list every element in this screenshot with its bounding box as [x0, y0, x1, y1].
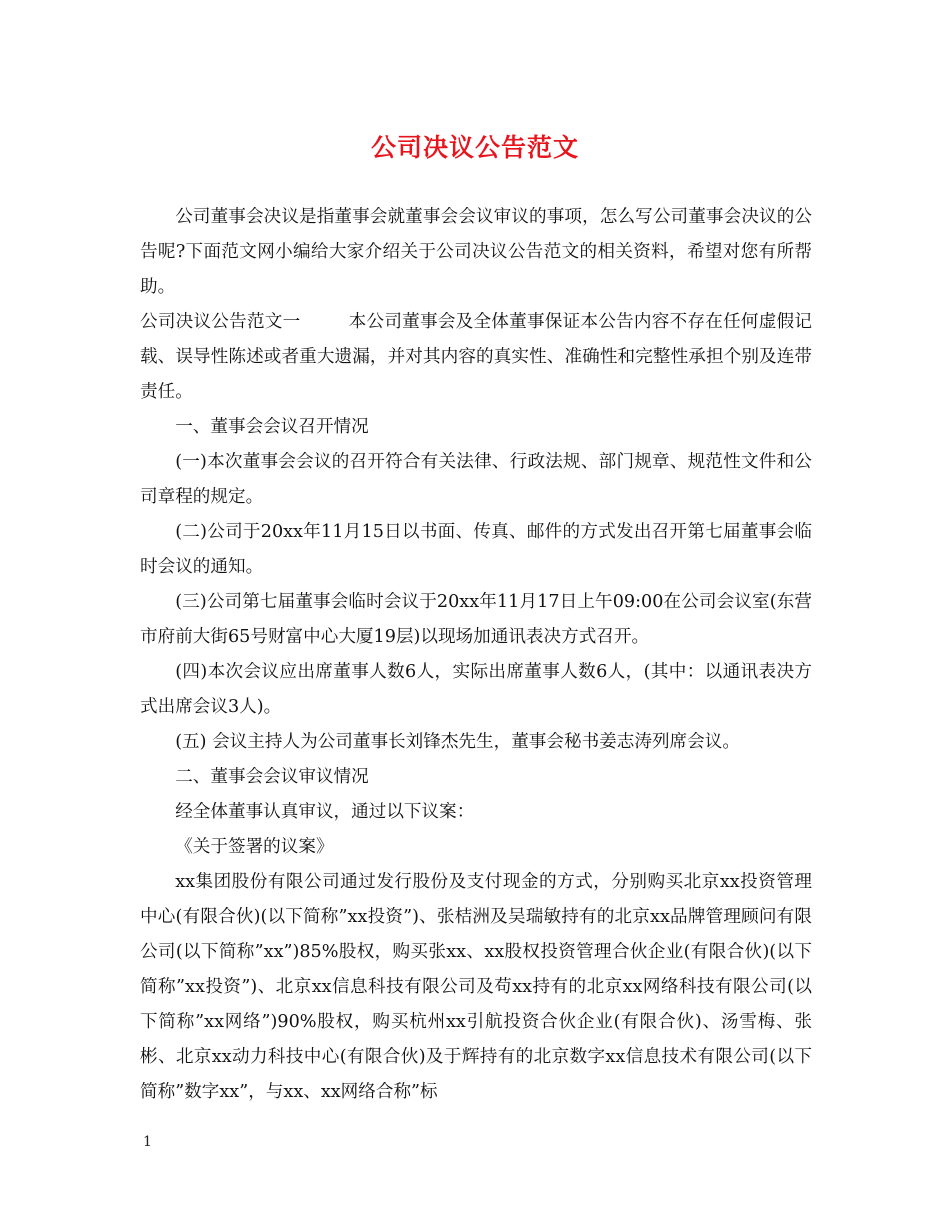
sample-heading: 公司决议公告范文一 — [140, 312, 301, 332]
page-number: 1 — [143, 1134, 152, 1150]
paragraph-transaction: xx集团股份有限公司通过发行股份及支付现金的方式，分别购买北京xx投资管理中心(有限合伙)(以下简称”xx投资”)、张桔洲及吴瑞敏持有的北京xx品牌管理顾问有限公司(以下简称”xx”)85%股权，购买张xx、xx股权投资管理合伙企业(有限合伙)(以下简称”xx投资”)、北京xx信息科技有限公司及苟xx持有的北京xx网络科技有限公司(以下简称”xx网络”)90%股权，购买杭州xx引航投资合伙企业(有限合伙)、汤雪梅、张彬、北京xx动力科技中心(有限合伙)及于辉持有的北京数字xx信息技术有限公司(以下简称”数字xx”，与xx、xx网络合称”标 — [140, 872, 812, 1102]
paragraph-item-5: (五) 会议主持人为公司董事长刘锋杰先生，董事会秘书姜志涛列席会议。 — [175, 732, 740, 752]
paragraph-approval: 经全体董事认真审议，通过以下议案： — [175, 802, 475, 822]
paragraph-item-3: (三)公司第七届董事会临时会议于20xx年11月17日上午09:00在公司会议室(东营市府前大街65号财富中心大厦19层)以现场加通讯表决方式召开。 — [140, 592, 812, 647]
paragraph-item-4: (四)本次会议应出席董事人数6人，实际出席董事人数6人，(其中：以通讯表决方式出席会议3人)。 — [140, 662, 812, 717]
sample-statement: 本公司董事会及全体董事保证本公告内容不存在任何虚假记载、误导性陈述或者重大遗漏，并对其内容的真实性、准确性和完整性承担个别及连带责任。 — [140, 312, 812, 402]
paragraph-item-1: (一)本次董事会会议的召开符合有关法律、行政法规、部门规章、规范性文件和公司章程的规定。 — [140, 452, 812, 507]
section-heading-meeting: 一、董事会会议召开情况 — [175, 417, 369, 437]
document-body — [140, 200, 812, 1110]
page-title: 公司决议公告范文 — [370, 133, 579, 162]
paragraph-sample-one — [140, 305, 812, 410]
proposal-title: 《关于签署的议案》 — [175, 837, 334, 857]
section-heading-review: 二、董事会会议审议情况 — [175, 767, 369, 787]
paragraph-item-2: (二)公司于20xx年11月15日以书面、传真、邮件的方式发出召开第七届董事会临时会议的通知。 — [140, 522, 812, 577]
paragraph-intro: 公司董事会决议是指董事会就董事会会议审议的事项，怎么写公司董事会决议的公告呢?下面范文网小编给大家介绍关于公司决议公告范文的相关资料，希望对您有所帮助。 — [140, 207, 812, 297]
